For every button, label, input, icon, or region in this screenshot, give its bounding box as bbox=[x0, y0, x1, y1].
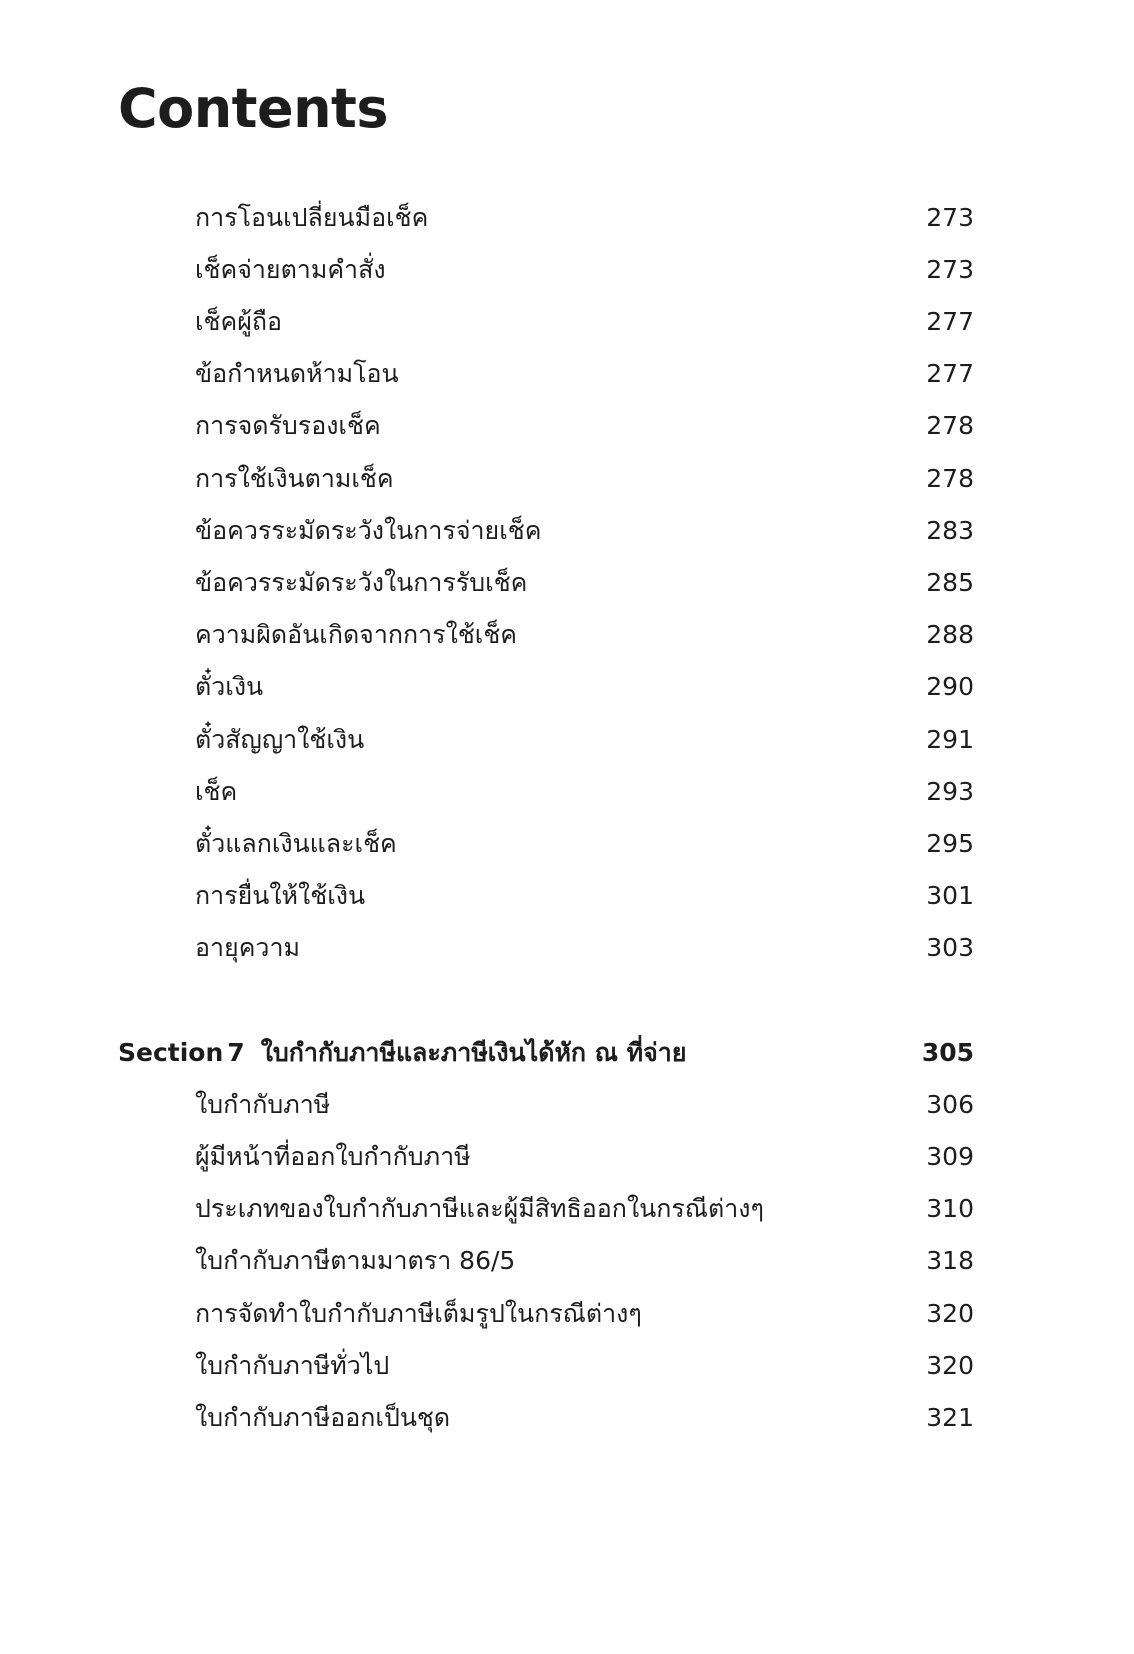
toc-entry-page: 320 bbox=[926, 1351, 974, 1380]
toc-entry-title: ข้อควรระมัดระวังในการจ่ายเช็ค bbox=[195, 516, 542, 545]
toc-entry-page: 318 bbox=[926, 1246, 974, 1275]
toc-entry[interactable] bbox=[0, 563, 1134, 603]
toc-entry-title: ใบกำกับภาษีตามมาตรา 86/5 bbox=[195, 1246, 516, 1275]
toc-entry-page: 309 bbox=[926, 1142, 974, 1171]
toc-entry[interactable] bbox=[0, 720, 1134, 760]
toc-entry-title: การจัดทำใบกำกับภาษีเต็มรูปในกรณีต่างๆ bbox=[195, 1299, 642, 1328]
toc-entry-title: ประเภทของใบกำกับภาษีและผู้มีสิทธิออกในกรณีต่างๆ bbox=[195, 1194, 764, 1223]
toc-entry-page: 321 bbox=[926, 1403, 974, 1432]
toc-entry[interactable] bbox=[0, 667, 1134, 707]
toc-entry-title: ใบกำกับภาษีออกเป็นชุด bbox=[195, 1403, 451, 1432]
toc-entry[interactable] bbox=[0, 1294, 1134, 1334]
toc-entry-title: เช็คจ่ายตามคำสั่ง bbox=[195, 255, 386, 284]
toc-entry-page: 278 bbox=[926, 464, 974, 493]
toc-entry-title: ข้อกำหนดห้ามโอน bbox=[195, 359, 399, 388]
section-prefix: Section bbox=[118, 1038, 224, 1067]
toc-entry-title: ใบกำกับภาษีทั่วไป bbox=[195, 1351, 390, 1380]
toc-entry-title: การยื่นให้ใช้เงิน bbox=[195, 881, 366, 910]
toc-entry-page: 288 bbox=[926, 620, 974, 649]
toc-entry[interactable] bbox=[0, 928, 1134, 968]
toc-entry[interactable] bbox=[0, 1085, 1134, 1125]
toc-entry[interactable] bbox=[0, 1346, 1134, 1386]
toc-entry[interactable] bbox=[0, 459, 1134, 499]
toc-entry-page: 283 bbox=[926, 516, 974, 545]
toc-entry[interactable] bbox=[0, 1137, 1134, 1177]
section-title: ใบกำกับภาษีและภาษีเงินได้หัก ณ ที่จ่าย bbox=[260, 1038, 687, 1067]
toc-entry[interactable] bbox=[0, 511, 1134, 551]
toc-entry[interactable] bbox=[0, 1398, 1134, 1438]
toc-entry-page: 306 bbox=[926, 1090, 974, 1119]
toc-entry-title: การจดรับรองเช็ค bbox=[195, 411, 381, 440]
toc-section-heading[interactable] bbox=[0, 1033, 1134, 1073]
toc-entry-page: 310 bbox=[926, 1194, 974, 1223]
toc-entry-title: ข้อควรระมัดระวังในการรับเช็ค bbox=[195, 568, 528, 597]
toc-entry-page: 278 bbox=[926, 411, 974, 440]
toc-entry-page: 293 bbox=[926, 777, 974, 806]
toc-entry-page: 303 bbox=[926, 933, 974, 962]
toc-entry-title: ความผิดอันเกิดจากการใช้เช็ค bbox=[195, 620, 518, 649]
section-page: 305 bbox=[921, 1038, 974, 1067]
toc-entry-title: ตั๋วเงิน bbox=[195, 672, 264, 701]
toc-entry-title: อายุความ bbox=[195, 933, 300, 962]
toc-entry-title: ผู้มีหน้าที่ออกใบกำกับภาษี bbox=[195, 1142, 471, 1171]
toc-entry[interactable] bbox=[0, 250, 1134, 290]
toc-entry[interactable] bbox=[0, 824, 1134, 864]
toc-entry-page: 273 bbox=[926, 203, 974, 232]
section-heading-label bbox=[118, 1033, 686, 1073]
toc-entry-page: 295 bbox=[926, 829, 974, 858]
toc-entry[interactable] bbox=[0, 1189, 1134, 1229]
toc-entry-title: ตั๋วสัญญาใช้เงิน bbox=[195, 725, 365, 754]
toc-entry-page: 290 bbox=[926, 672, 974, 701]
toc-entry-page: 291 bbox=[926, 725, 974, 754]
toc-entry-page: 301 bbox=[926, 881, 974, 910]
toc-entry[interactable] bbox=[0, 406, 1134, 446]
toc-entry-title: ตั๋วแลกเงินและเช็ค bbox=[195, 829, 397, 858]
toc-entry[interactable] bbox=[0, 876, 1134, 916]
toc-entry-page: 273 bbox=[926, 255, 974, 284]
toc-entry[interactable] bbox=[0, 302, 1134, 342]
toc-entry[interactable] bbox=[0, 1241, 1134, 1281]
toc-entry[interactable] bbox=[0, 198, 1134, 238]
page-title: Contents bbox=[118, 77, 389, 140]
toc-entry-title: ใบกำกับภาษี bbox=[195, 1090, 331, 1119]
toc-entry[interactable] bbox=[0, 772, 1134, 812]
section-number: 7 bbox=[227, 1038, 245, 1067]
toc-entry[interactable] bbox=[0, 615, 1134, 655]
toc-entry-page: 277 bbox=[926, 359, 974, 388]
toc-entry-title: การโอนเปลี่ยนมือเช็ค bbox=[195, 203, 429, 232]
toc-entry-page: 285 bbox=[926, 568, 974, 597]
toc-entry-title: เช็คผู้ถือ bbox=[195, 307, 283, 336]
toc-entry-title: การใช้เงินตามเช็ค bbox=[195, 464, 394, 493]
toc-entry[interactable] bbox=[0, 354, 1134, 394]
toc-entry-page: 277 bbox=[926, 307, 974, 336]
toc-entry-page: 320 bbox=[926, 1299, 974, 1328]
toc-entry-title: เช็ค bbox=[195, 777, 238, 806]
